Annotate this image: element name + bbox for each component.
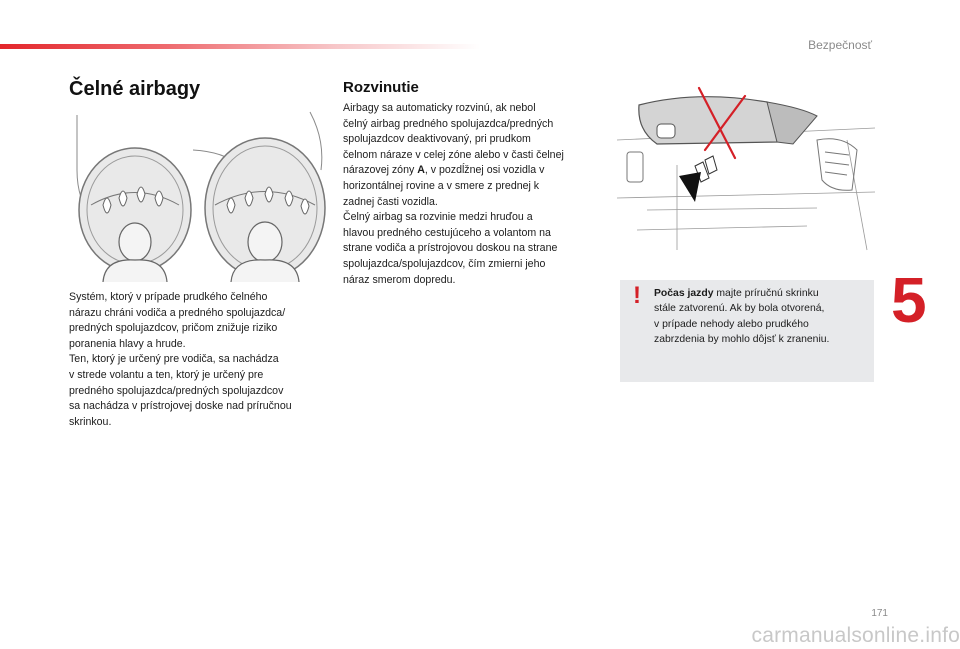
header-accent-bar: [0, 44, 480, 49]
deployment-paragraph: [343, 101, 605, 288]
chapter-number: 5: [891, 264, 927, 336]
section-heading-deployment: Rozvinutie: [343, 79, 419, 96]
page-number: 171: [871, 608, 888, 619]
deployment-text-1: Airbagy sa automaticky rozvinú, ak nebol čelný airbag predného spolujazdca/predných spolujazdcov deaktivovaný, pri prudkom čelnom náraze v celej zóne alebo v časti čelnej nárazovej zóny: [343, 102, 564, 177]
down-arrow-icon: [679, 156, 717, 202]
watermark: carmanualsonline.info: [751, 624, 960, 647]
section-title: Bezpečnosť: [808, 38, 872, 52]
dashboard-airbag-illustration: [617, 80, 875, 252]
airbag-illustration: [75, 110, 327, 282]
passenger-airbag-drawing: [205, 138, 325, 282]
zone-letter: A: [417, 164, 425, 177]
page-title: Čelné airbagy: [69, 78, 201, 100]
exclamation-icon: !: [633, 282, 641, 309]
warning-bold: Počas jazdy: [654, 288, 714, 299]
warning-text: [654, 286, 864, 348]
intro-paragraph: Systém, ktorý v prípade prudkého čelného nárazu chráni vodiča a predného spolujazdca/ predných spolujazdcov, pričom znižuje riziko poranenia hlavy a hrude. Ten, ktorý je určený pre vodiča, sa nachádza v strede volantu a ten, ktorý je určený pre predného spolujazdca/predných spolujazdcov sa nachádza v prístrojovej doske nad príručnou skrinkou.: [69, 291, 292, 428]
warning-body: majte príručnú skrinku stále zatvorenú. Ak by bola otvorená, v prípade nehody alebo prudkého zabrzdenia by mohlo dôjsť k zraneniu.: [654, 288, 830, 346]
driver-airbag-drawing: [79, 148, 191, 282]
deployment-text-2: , v pozdĺžnej osi vozidla v horizontálnej rovine a v smere z prednej k zadnej časti vozidla. Čelný airbag sa rozvinie medzi hruďou a hlavou predného cestujúceho a volantom na strane vodiča a prístrojovou doskou na strane spolujazdca/spolujazdcov, čím zmierni jeho náraz smerom dopredu.: [343, 164, 558, 286]
